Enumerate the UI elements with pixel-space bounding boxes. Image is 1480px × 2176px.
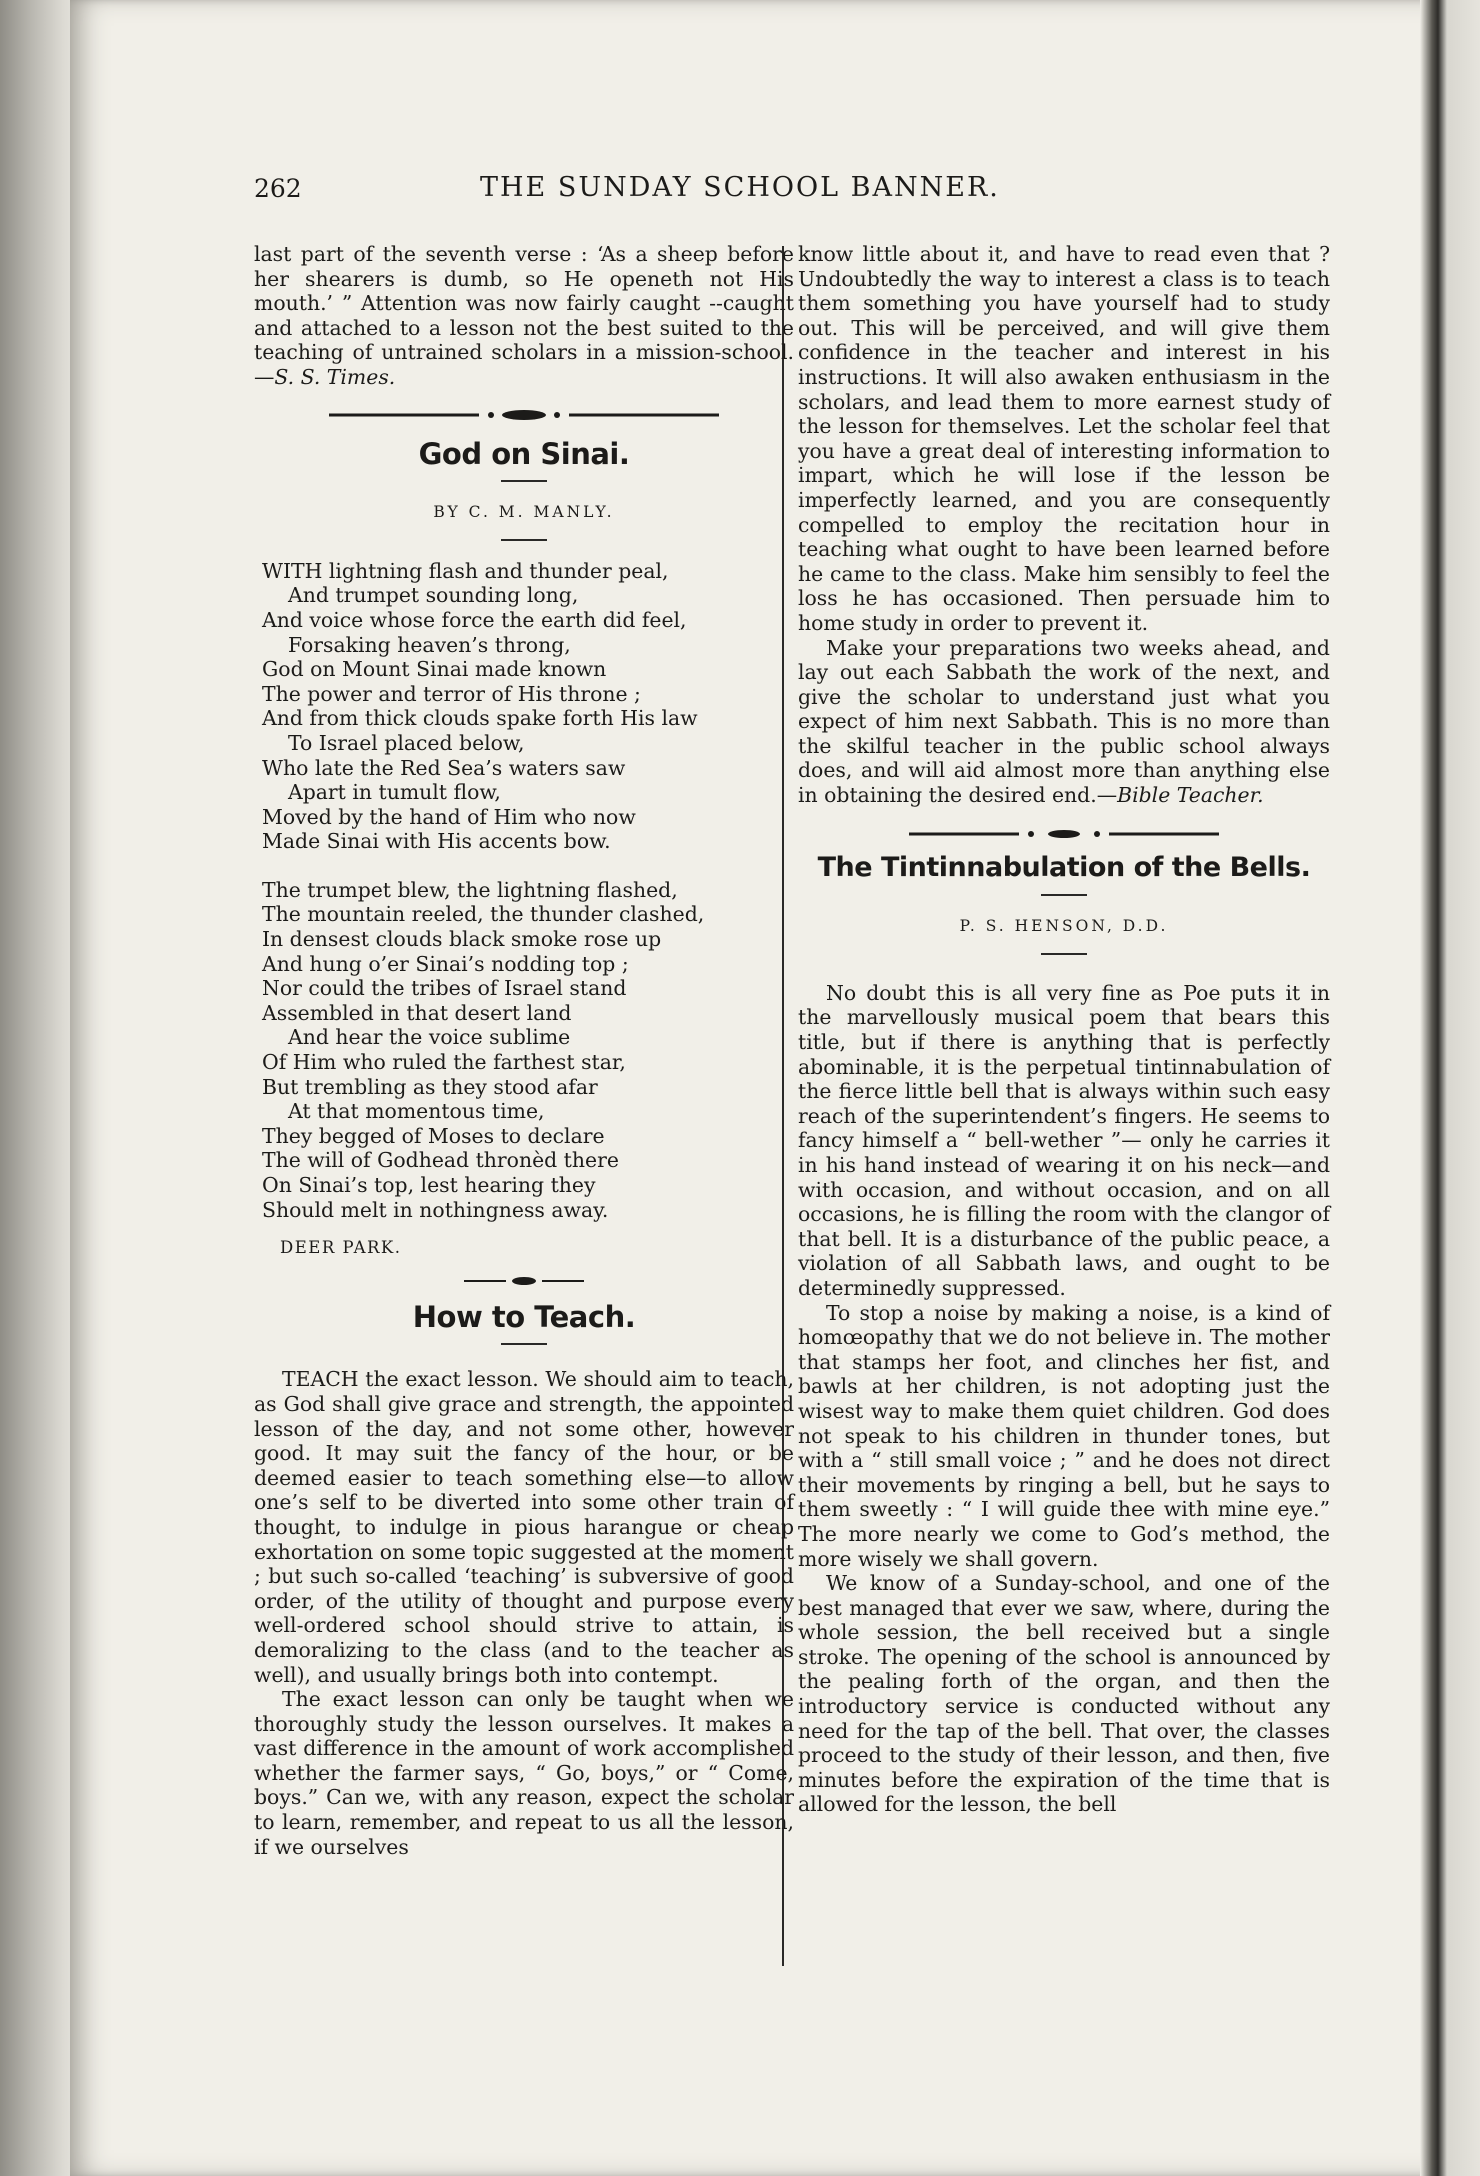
poem-line: The power and terror of His throne ; [262, 681, 641, 706]
bells-paragraph-1: No doubt this is all very fine as Poe puts it in the marvellously musical poem that bears this title, but if there is anything that is perfectly abominable, it is the perpetual tintinnabulation of the fierce little bell that is always within such easy reach of the superintendent’s fingers. He seems to fancy himself a “ bell-wether ”— only he carries it in his hand instead of wearing it on his neck—and with occasion, and without occasion, and on all occasions, he is filling the room with the clangor of that bell. It is a disturbance of the public peace, a violation of all Sabbath laws, and ought to be determinedly suppressed. [798, 980, 1330, 1300]
poem-line: God on Mount Sinai made known [262, 657, 607, 682]
poem-line: And voice whose force the earth did feel, [262, 607, 687, 632]
continuation-source: Bible Teacher. [1117, 783, 1264, 808]
bells-title: The Tintinnabulation of the Bells. [817, 851, 1311, 883]
section-ornament [329, 408, 719, 422]
how-to-teach-title: How to Teach. [412, 1299, 636, 1334]
title-rule [1041, 894, 1087, 896]
section-ornament [464, 1275, 584, 1287]
byline-rule [1041, 953, 1087, 955]
section-ornament [909, 828, 1219, 840]
poem-line: They begged of Moses to declare [262, 1123, 605, 1148]
right-column [798, 242, 1330, 1817]
poem-line: Moved by the hand of Him who now [262, 804, 636, 829]
poem-line: But trembling as they stood afar [262, 1074, 598, 1099]
poem-line: Should melt in nothingness away. [262, 1197, 609, 1222]
continuation-paragraph-2 [798, 636, 1330, 808]
poem-stanza-2 [262, 878, 794, 1222]
poem-title: God on Sinai. [418, 436, 630, 471]
poem-line: Assembled in that desert land [262, 1000, 572, 1025]
poem-line: WITH lightning flash and thunder peal, [262, 558, 669, 583]
poem-line: Who late the Red Sea’s waters saw [262, 755, 626, 780]
intro-text: last part of the seventh verse : ‘As a sheep before her shearers is dumb, so He openeth not His mouth.’ ” Attention was now fairly caught --caught and attached to a lesson not the best suited to the teaching of untrained scholars in a mission-school.— [254, 242, 794, 389]
page-number: 262 [254, 174, 302, 203]
poem-stanza-1 [262, 559, 794, 854]
poem-body [262, 559, 794, 1222]
poem-line: At that momentous time, [288, 1099, 545, 1124]
bells-paragraph-2: To stop a noise by making a noise, is a kind of homœopathy that we do not believe in. The mother that stamps her foot, and clinches her fist, and bawls at her children, is not adopting just the wisest way to make them quiet children. God does not speak to his children in thunder tones, but with a “ still small voice ; ” and he does not direct their movements by ringing a bell, but he says to them sweetly : “ I will guide thee with mine eye.” The more nearly we come to God’s method, the more wisely we shall govern. [798, 1300, 1330, 1571]
poem-line: And from thick clouds spake forth His law [262, 706, 698, 731]
poem-byline: BY C. M. MANLY. [433, 503, 615, 522]
continuation-text: Make your preparations two weeks ahead, and lay out each Sabbath the work of the next, and give the scholar to understand just what you expect of him next Sabbath. This is no more than the skilful teacher in the public school always does, and will aid almost more than anything else in obtaining the desired end.— [798, 635, 1330, 808]
title-rule [501, 480, 547, 482]
byline-rule [501, 539, 547, 541]
left-column [254, 242, 794, 1859]
page-binding-edge [1420, 0, 1480, 2176]
poem-line: The trumpet blew, the lightning flashed, [262, 877, 678, 902]
poem-line: Of Him who ruled the farthest star, [262, 1050, 626, 1075]
how-to-teach-paragraph-2: The exact lesson can only be taught when we thoroughly study the lesson ourselves. It makes a vast difference in the amount of work accomplished whether the farmer says, “ Go, boys,” or “ Come, boys.” Can we, with any reason, expect the scholar to learn, remember, and repeat to us all the lesson, if we ourselves [254, 1687, 794, 1859]
poem-line: On Sinai’s top, lest hearing they [262, 1173, 596, 1197]
poem-line: Made Sinai with His accents bow. [262, 829, 611, 854]
poem-line: Forsaking heaven’s throng, [288, 632, 571, 657]
poem-line: Apart in tumult flow, [288, 780, 501, 805]
poem-line: To Israel placed below, [288, 730, 525, 755]
how-to-teach-paragraph-1: TEACH the exact lesson. We should aim to teach, as God shall give grace and strength, the appointed lesson of the day, and not some other, however good. It may suit the fancy of the hour, or be deemed easier to teach something else—to allow one’s self to be diverted into some other train of thought, to indulge in pious harangue or cheap exhortation on some topic suggested at the moment ; but such so-called ‘teaching’ is subversive of good order, of the utility of thought and purpose every well-ordered school should strive to attain, is demoralizing to the class (and to the teacher as well), and usually brings both into contempt. [254, 1367, 794, 1687]
poem-line: The will of Godhead thronèd there [262, 1148, 619, 1173]
continuation-paragraph-1: know little about it, and have to read even that ? Undoubtedly the way to interest a class is to teach them something you have yourself had to study out. This will be perceived, and will give them confidence in the teacher and interest in his instructions. It will also awaken enthusiasm in the scholars, and lead them to more earnest study of the lesson for themselves. Let the scholar feel that you have a great deal of interesting information to impart, which he will lose if the lesson be imperfectly learned, and you are consequently compelled to employ the recitation hour in teaching what ought to have been learned before he came to the class. Make him sensibly to feel the loss he has occasioned. Then persuade him to home study in order to prevent it. [798, 242, 1330, 635]
title-rule [501, 1343, 547, 1345]
intro-source: S. S. Times. [274, 364, 396, 389]
poem-line: And hung o’er Sinai’s nodding top ; [262, 951, 629, 976]
poem-line: Nor could the tribes of Israel stand [262, 976, 627, 1001]
bells-paragraph-3: We know of a Sunday-school, and one of the best managed that ever we saw, where, during the whole session, the bell received but a single stroke. The opening of the school is announced by the pealing forth of the organ, and then the introductory service is conducted without any need for the tap of the bell. That over, the classes proceed to the study of their lesson, and then, five minutes before the expiration of the time that is allowed for the lesson, the bell [798, 1571, 1330, 1817]
poem-line: And trumpet sounding long, [288, 583, 579, 608]
bells-byline: P. S. HENSON, D.D. [959, 917, 1169, 936]
poem-line: And hear the voice sublime [288, 1025, 571, 1050]
poem-place: DEER PARK. [280, 1238, 402, 1258]
page-header [250, 168, 1330, 208]
poem-line: In densest clouds black smoke rose up [262, 927, 662, 952]
intro-paragraph [254, 242, 794, 390]
running-title: THE SUNDAY SCHOOL BANNER. [480, 172, 1000, 203]
poem-line: The mountain reeled, the thunder clashed, [262, 902, 705, 927]
